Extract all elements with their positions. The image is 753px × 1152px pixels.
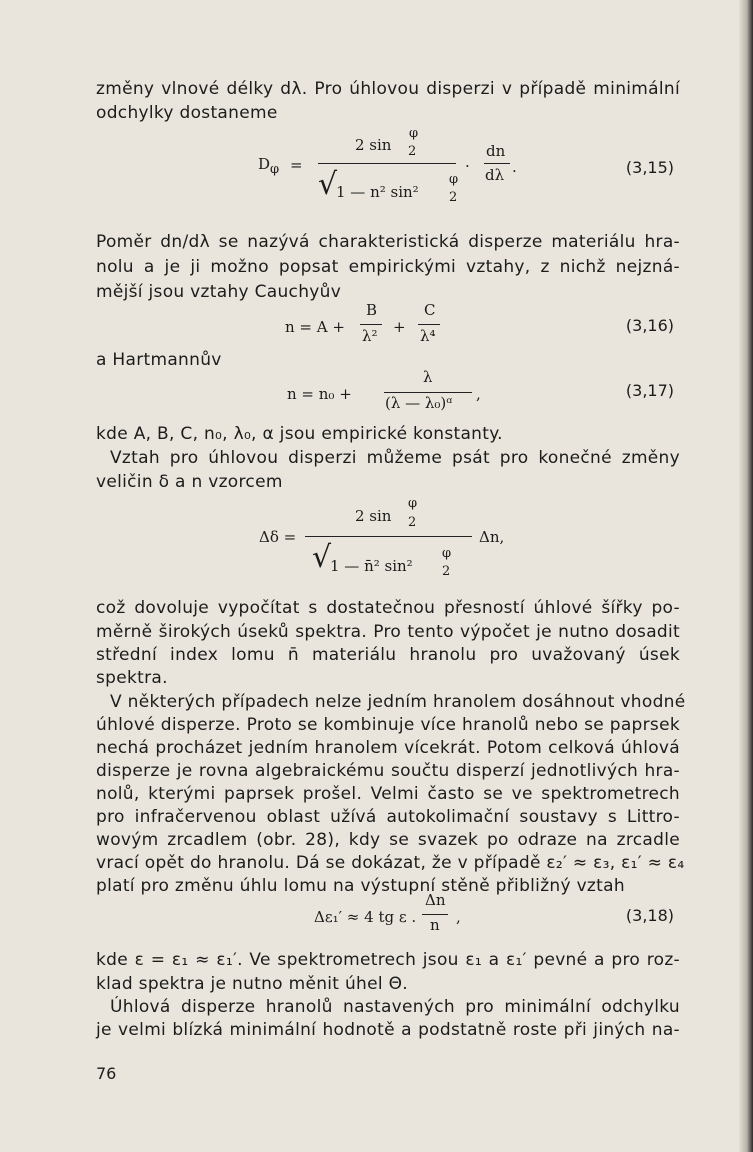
fraction-bar <box>418 324 440 325</box>
text-line: pro infračervenou oblast užívá autokolimační soustavy s Littro- <box>96 807 680 827</box>
text-line: a Hartmannův <box>96 350 222 370</box>
text-line: mější jsou vztahy Cauchyův <box>96 282 342 302</box>
text-line: kde A, B, C, n₀, λ₀, α jsou empirické konstanty. <box>96 424 503 444</box>
page-edge <box>739 0 753 1152</box>
eq-lhs: D <box>258 155 271 173</box>
eq-plus: + <box>393 318 406 336</box>
equation-number: (3,16) <box>625 316 674 335</box>
fraction-bar <box>384 392 472 393</box>
text-line: je velmi blízká minimální hodnotě a podstatně roste při jiných na- <box>96 1020 680 1040</box>
eq-text: n = n₀ + <box>287 385 352 403</box>
eq-numerator: 2 sin <box>355 507 392 525</box>
text-line: platí pro změnu úhlu lomu na výstupní stěně přibližný vztah <box>96 876 625 896</box>
eq-dot: · <box>465 157 470 175</box>
fraction-bar <box>422 914 448 915</box>
eq-two: 2 <box>442 564 451 579</box>
text-line: spektra. <box>96 668 168 688</box>
text-line: veličin δ a n vzorcem <box>96 472 283 492</box>
eq-den: (λ — λ₀)ᵅ <box>385 394 453 412</box>
text-line: změny vlnové délky dλ. Pro úhlovou disperzi v případě minimální <box>96 79 680 99</box>
text-line: úhlové disperze. Proto se kombinuje více hranolů nebo se paprsek <box>96 715 680 735</box>
text-line: což dovoluje vypočítat s dostatečnou přesností úhlové šířky po- <box>96 598 680 618</box>
text-line: měrně širokých úseků spektra. Pro tento výpočet je nutno dosadit <box>96 622 680 642</box>
eq-comma: , <box>456 908 461 926</box>
text-line: vrací opět do hranolu. Dá se dokázat, že v případě ε₂′ ≈ ε₃, ε₁′ ≈ ε₄ <box>96 853 685 873</box>
eq-numerator: 2 sin <box>355 136 392 154</box>
equation-number: (3,18) <box>625 906 674 925</box>
eq-B: B <box>366 301 378 319</box>
eq-denominator: 1 — n̄² sin² <box>330 557 413 575</box>
text-line: Vztah pro úhlovou disperzi můžeme psát pro konečné změny <box>110 448 680 468</box>
eq-l4: λ⁴ <box>420 327 436 345</box>
text-line: střední index lomu n̄ materiálu hranolu pro uvažovaný úsek <box>96 645 680 665</box>
text-line: odchylky dostaneme <box>96 103 278 123</box>
eq-two: 2 <box>449 190 458 205</box>
eq-l2: λ² <box>362 327 378 345</box>
eq-denominator: 1 — n² sin² <box>336 183 419 201</box>
eq-dn: dn <box>486 142 506 160</box>
eq-lhs: Δδ = <box>259 528 297 546</box>
text-line: kde ε = ε₁ ≈ ε₁′. Ve spektrometrech jsou ε₁ a ε₁′ pevné a pro roz- <box>96 950 680 970</box>
text-line: wovým zrcadlem (obr. 28), kdy se svazek po odraze na zrcadle <box>96 830 680 850</box>
eq-text: n = A + <box>285 318 345 336</box>
eq-equals: = <box>290 156 303 174</box>
eq-phi: φ <box>409 126 419 141</box>
text-line: disperze je rovna algebraickému součtu disperzí jednotlivých hra- <box>96 761 680 781</box>
eq-C: C <box>424 301 436 319</box>
fraction-bar <box>318 163 456 164</box>
eq-phi: φ <box>442 546 452 561</box>
fraction-bar <box>360 324 382 325</box>
eq-phi: φ <box>449 172 459 187</box>
text-line: V některých případech nelze jedním hranolem dosáhnout vhodné <box>110 692 686 712</box>
eq-two: 2 <box>408 515 417 530</box>
text-line: nechá procházet jedním hranolem vícekrát. Potom celková úhlová <box>96 738 680 758</box>
text-line: Úhlová disperze hranolů nastavených pro minimální odchylku <box>110 997 680 1017</box>
eq-den: n <box>430 916 440 934</box>
eq-two: 2 <box>408 144 417 159</box>
eq-num: λ <box>423 368 433 386</box>
text-line: nolu a je ji možno popsat empirickými vztahy, z nichž nejzná- <box>96 257 680 277</box>
eq-rhs: Δn, <box>479 528 505 546</box>
fraction-bar <box>305 536 472 537</box>
text-line: Poměr dn/dλ se nazývá charakteristická disperze materiálu hra- <box>96 232 680 252</box>
text-line: klad spektra je nutno měnit úhel Θ. <box>96 974 408 994</box>
sqrt-sign: √ <box>312 540 332 575</box>
sqrt-sign: √ <box>318 167 338 202</box>
eq-lhs-sub: φ <box>270 162 280 177</box>
eq-lhs: Δε₁′ ≈ 4 tg ε . <box>314 908 417 926</box>
fraction-bar <box>484 163 510 164</box>
equation-number: (3,15) <box>625 158 674 177</box>
eq-dl: dλ <box>485 166 505 184</box>
text-line: nolů, kterými paprsek prošel. Velmi často se ve spektrometrech <box>96 784 680 804</box>
equation-number: (3,17) <box>625 381 674 400</box>
page-number: 76 <box>96 1064 117 1083</box>
eq-period: . <box>512 158 517 176</box>
eq-num: Δn <box>425 891 446 909</box>
eq-comma: , <box>476 385 481 403</box>
eq-phi: φ <box>408 496 418 511</box>
